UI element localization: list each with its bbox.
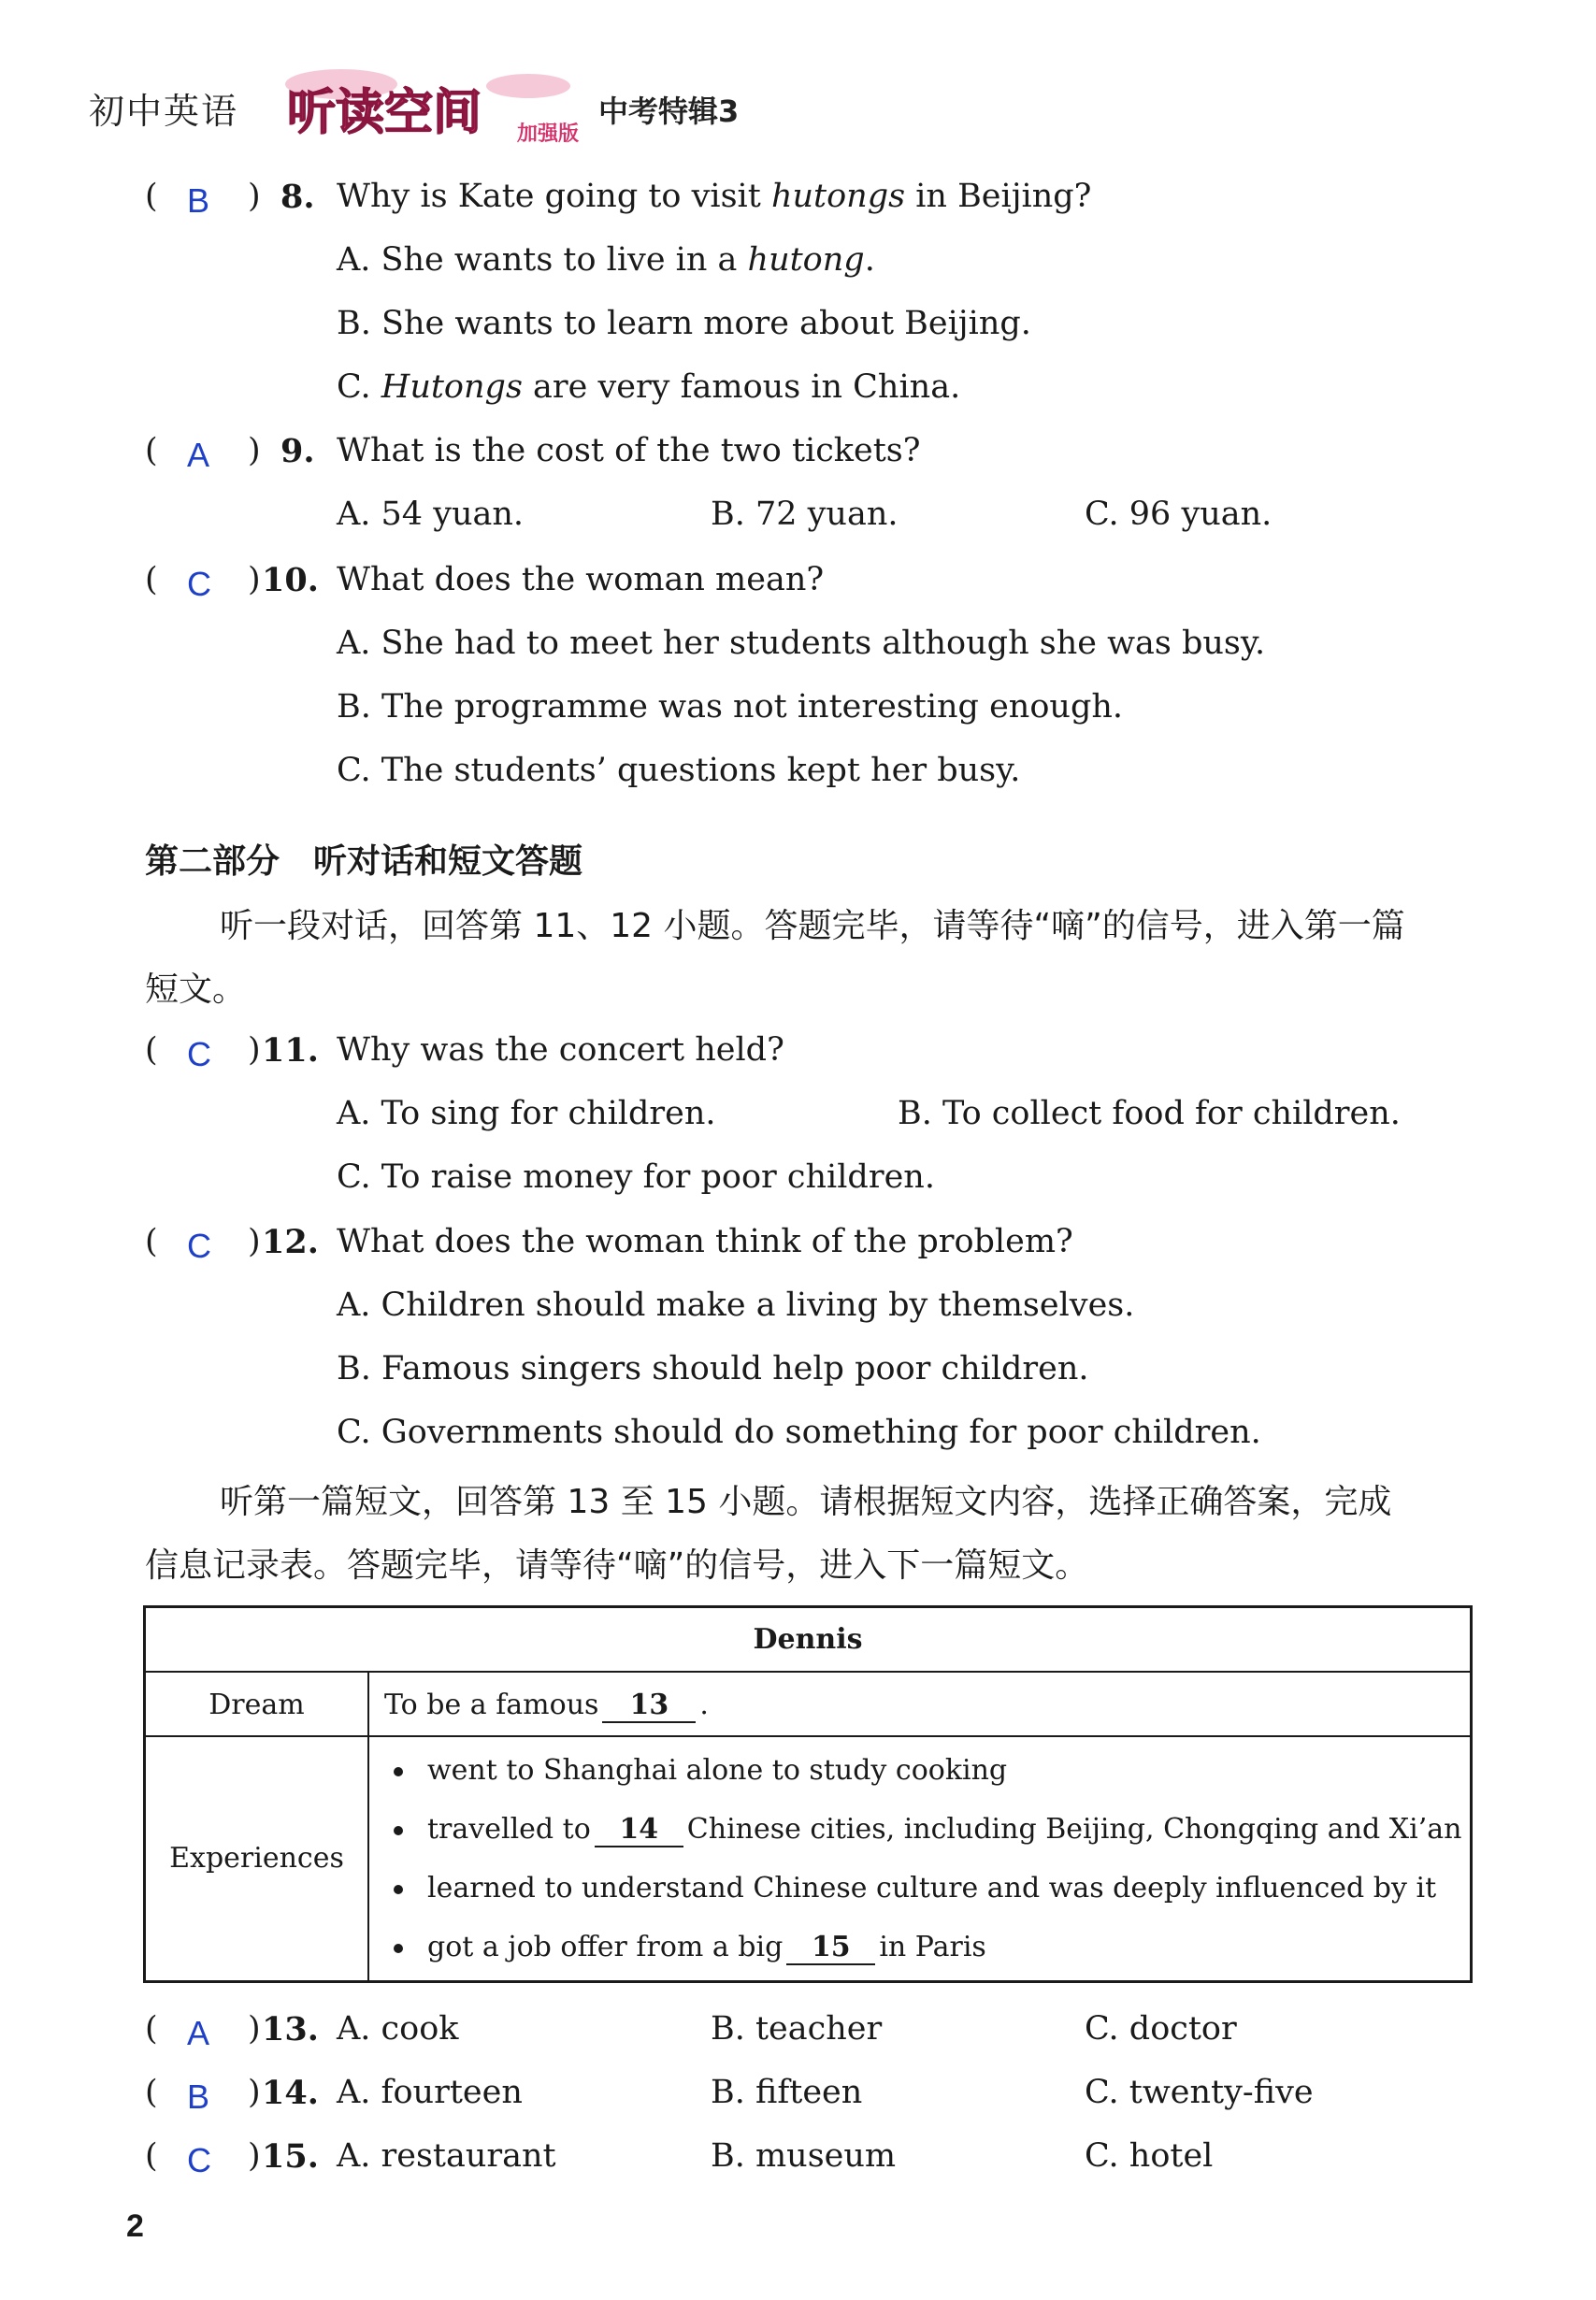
question-8: ( B ) 8. Why is Kate going to visit hutongs in Beijing? xyxy=(145,178,1092,220)
instruction-2: 听第一篇短文，回答第 13 至 15 小题。请根据短文内容，选择正确答案，完成 xyxy=(220,1483,1392,1521)
experience-item: travelled to 14 Chinese cities, including Beijing, Chongqing and Xi’an xyxy=(394,1813,1461,1847)
question-12: ( C ) 12. What does the woman think of the problem? xyxy=(145,1223,1073,1265)
option-11c: C. To raise money for poor children. xyxy=(337,1158,935,1196)
special-edition-title: 中考特辑3 xyxy=(598,93,740,129)
question-stem: Why was the concert held? xyxy=(337,1031,784,1069)
answer-11: C xyxy=(187,1035,211,1073)
dream-text: To be a famous 13 . xyxy=(384,1689,709,1721)
option-10a: A. She had to meet her students although she was busy. xyxy=(337,625,1266,662)
option-13b: B. teacher xyxy=(711,2010,883,2048)
edition-badge: 加强版 xyxy=(517,122,580,146)
instruction-1-cont: 短文。 xyxy=(145,970,247,1009)
row-label-dream: Dream xyxy=(208,1689,305,1721)
page-number: 2 xyxy=(126,2208,144,2244)
book-label: 初中英语 xyxy=(89,91,239,132)
option-11b: B. To collect food for children. xyxy=(898,1095,1401,1132)
question-number: 13. xyxy=(262,2010,319,2048)
answer-10: C xyxy=(187,565,211,603)
answer-8: B xyxy=(187,181,210,220)
question-number: 9. xyxy=(280,432,315,470)
answer-14: B xyxy=(187,2077,210,2116)
option-15c: C. hotel xyxy=(1085,2137,1214,2175)
option-8c: C. Hutongs are very famous in China. xyxy=(337,368,961,406)
question-14: ( B ) 14. A. fourteen B. fifteen C. twenty-five xyxy=(145,2074,1314,2116)
option-14c: C. twenty-five xyxy=(1085,2074,1314,2111)
instruction-1: 听一段对话，回答第 11、12 小题。答题完毕，请等待“嘀”的信号，进入第一篇 xyxy=(220,907,1405,945)
svg-text:听读空间: 听读空间 xyxy=(287,85,482,141)
option-10b: B. The programme was not interesting enough. xyxy=(337,688,1124,726)
answer-13: A xyxy=(187,2014,210,2052)
info-record-table xyxy=(143,1605,1473,1983)
option-9b: B. 72 yuan. xyxy=(711,496,899,533)
question-15: ( C ) 15. A. restaurant B. museum C. hotel xyxy=(145,2137,1214,2179)
answer-9: A xyxy=(187,436,210,474)
experience-item: went to Shanghai alone to study cooking xyxy=(394,1754,1007,1787)
option-8b: B. She wants to learn more about Beijing. xyxy=(337,305,1031,342)
option-12a: A. Children should make a living by themselves. xyxy=(337,1287,1135,1324)
experience-item: learned to understand Chinese culture and was deeply influenced by it xyxy=(394,1872,1436,1905)
blank-14: 14 xyxy=(595,1813,683,1847)
option-9c: C. 96 yuan. xyxy=(1085,496,1272,533)
question-10: ( C ) 10. What does the woman mean? xyxy=(145,561,825,603)
blank-15: 15 xyxy=(786,1931,875,1965)
option-12b: B. Famous singers should help poor children. xyxy=(337,1350,1089,1387)
question-number: 10. xyxy=(262,561,319,599)
option-15b: B. museum xyxy=(711,2137,897,2175)
question-number: 8. xyxy=(280,178,315,216)
blank-13: 13 xyxy=(602,1689,696,1723)
question-11: ( C ) 11. Why was the concert held? xyxy=(145,1031,784,1073)
option-8a: A. She wants to live in a hutong. xyxy=(337,241,875,279)
option-13a: A. cook xyxy=(337,2010,459,2048)
answer-12: C xyxy=(187,1227,211,1265)
option-10c: C. The students’ questions kept her busy. xyxy=(337,752,1021,789)
question-stem: Why is Kate going to visit hutongs in Beijing? xyxy=(337,178,1092,215)
option-13c: C. doctor xyxy=(1085,2010,1237,2048)
question-stem: What is the cost of the two tickets? xyxy=(337,432,921,469)
question-stem: What does the woman mean? xyxy=(337,561,825,598)
question-stem: What does the woman think of the problem? xyxy=(337,1223,1073,1260)
option-9a: A. 54 yuan. xyxy=(337,496,525,533)
answer-15: C xyxy=(187,2141,211,2179)
option-14b: B. fifteen xyxy=(711,2074,863,2111)
option-11a: A. To sing for children. xyxy=(337,1095,716,1132)
question-13: ( A ) 13. A. cook B. teacher C. doctor xyxy=(145,2010,1237,2052)
question-9: ( A ) 9. What is the cost of the two tickets? xyxy=(145,432,921,474)
question-number: 11. xyxy=(262,1031,319,1070)
experience-item: got a job offer from a big 15 in Paris xyxy=(394,1931,986,1965)
question-number: 15. xyxy=(262,2137,319,2176)
option-14a: A. fourteen xyxy=(337,2074,523,2111)
table-title: Dennis xyxy=(753,1623,863,1656)
row-label-experiences: Experiences xyxy=(169,1842,344,1875)
page-header xyxy=(89,65,930,150)
section-title: 第二部分 听对话和短文答题 xyxy=(145,842,583,881)
option-15a: A. restaurant xyxy=(337,2137,556,2175)
question-number: 12. xyxy=(262,1223,319,1261)
question-number: 14. xyxy=(262,2074,319,2112)
instruction-2-cont: 信息记录表。答题完毕，请等待“嘀”的信号，进入下一篇短文。 xyxy=(145,1546,1089,1585)
option-12c: C. Governments should do something for poor children. xyxy=(337,1414,1261,1451)
